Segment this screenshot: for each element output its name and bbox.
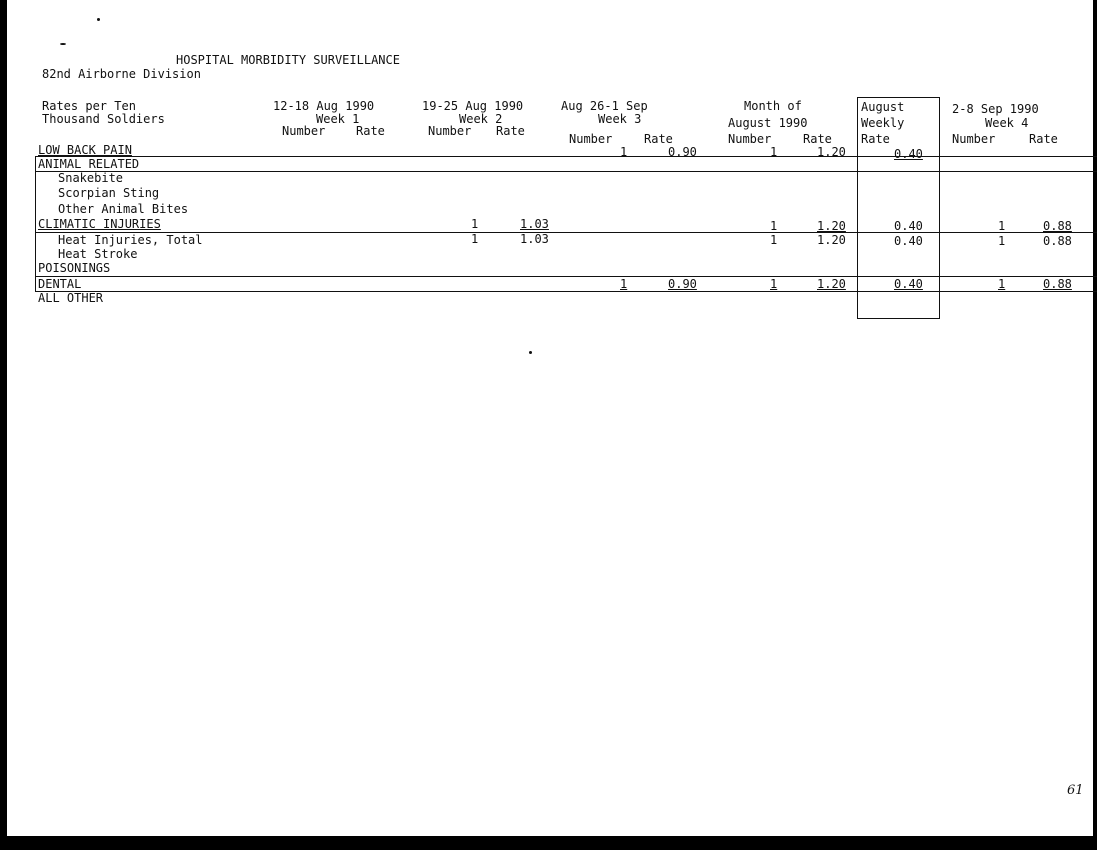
dental-week4-number: 1 [998,277,1006,291]
col-month-period: Month of [744,99,802,113]
row-label-scorpian-sting: Scorpian Sting [58,186,160,200]
col-week4-week: Week 4 [985,116,1029,130]
heat-injuries-month-rate: 1.20 [817,233,846,247]
col-week2-week: Week 2 [459,112,503,126]
col-week3-period: Aug 26-1 Sep [561,99,648,113]
col-month-rate-header: Rate [803,132,832,146]
row-label-animal-related: ANIMAL RELATED [38,157,140,171]
scan-border-bottom [0,836,1097,850]
climatic-month-number: 1 [770,219,778,233]
heat-injuries-week4-rate: 0.88 [1043,234,1072,248]
heat-injuries-week2-rate: 1.03 [520,232,549,246]
climatic-august-weekly-rate: 0.40 [894,219,923,233]
low-back-pain-week3-rate: 0.90 [668,145,697,159]
dental-week3-number: 1 [620,277,628,291]
low-back-pain-month-rate: 1.20 [817,145,846,159]
row-label-snakebite: Snakebite [58,171,124,185]
col-week3-rate-header: Rate [644,132,673,146]
dental-month-number: 1 [770,277,778,291]
report-title: HOSPITAL MORBIDITY SURVEILLANCE [176,53,400,67]
climatic-week4-rate: 0.88 [1043,219,1072,233]
row-label-heat-stroke: Heat Stroke [58,247,138,261]
climatic-month-rate: 1.20 [817,219,846,233]
col-august-weekly-line2: Weekly [861,116,905,130]
heat-injuries-week4-number: 1 [998,234,1006,248]
row-label-heat-injuries-total: Heat Injuries, Total [58,233,203,247]
heat-injuries-week2-number: 1 [471,232,479,246]
col-week1-period: 12-18 Aug 1990 [273,99,375,113]
dental-august-weekly-rate: 0.40 [894,277,923,291]
climatic-week2-number: 1 [471,217,479,231]
dental-week4-rate: 0.88 [1043,277,1072,291]
col-week1-number-header: Number [282,124,326,138]
stub-header-line1: Rates per Ten [42,99,136,113]
col-week2-number-header: Number [428,124,472,138]
col-week4-number-header: Number [952,132,996,146]
col-week1-rate-header: Rate [356,124,385,138]
heat-injuries-month-number: 1 [770,233,778,247]
rule-under-dental [35,291,1097,292]
row-label-poisonings: POISONINGS [38,261,111,275]
scan-speck [529,351,532,354]
dental-month-rate: 1.20 [817,277,846,291]
col-week4-period: 2-8 Sep 1990 [952,102,1039,116]
heat-injuries-august-weekly-rate: 0.40 [894,234,923,248]
dental-week3-rate: 0.90 [668,277,697,291]
col-week3-number-header: Number [569,132,613,146]
col-august-weekly-line1: August [861,100,905,114]
col-week2-rate-header: Rate [496,124,525,138]
scan-border-right [1093,0,1097,850]
row-label-other-animal-bites: Other Animal Bites [58,202,189,216]
scan-speck [97,18,100,21]
row-label-dental: DENTAL [38,277,82,291]
col-month-number-header: Number [728,132,772,146]
col-week4-rate-header: Rate [1029,132,1058,146]
scan-speck [60,43,66,45]
rule-above-dental [35,276,1097,277]
climatic-week2-rate: 1.03 [520,217,549,231]
col-august-weekly-rate-header: Rate [861,132,890,146]
low-back-pain-august-weekly-rate: 0.40 [894,147,923,161]
unit-name: 82nd Airborne Division [42,67,201,81]
col-week1-week: Week 1 [316,112,360,126]
scan-border-left [0,0,7,850]
stub-header-line2: Thousand Soldiers [42,112,165,126]
low-back-pain-month-number: 1 [770,145,778,159]
row-label-climatic-injuries: CLIMATIC INJURIES [38,217,161,231]
rule-under-animal-related [35,171,1097,172]
row-label-all-other: ALL OTHER [38,291,104,305]
col-week2-period: 19-25 Aug 1990 [422,99,524,113]
table-left-rule [35,156,36,291]
col-month-week: August 1990 [728,116,808,130]
low-back-pain-week3-number: 1 [620,145,628,159]
rule-under-low-back-pain [35,156,1097,157]
page-number: 61 [1067,783,1084,798]
row-label-low-back-pain: LOW BACK PAIN [38,143,132,157]
col-week3-week: Week 3 [598,112,642,126]
climatic-week4-number: 1 [998,219,1006,233]
